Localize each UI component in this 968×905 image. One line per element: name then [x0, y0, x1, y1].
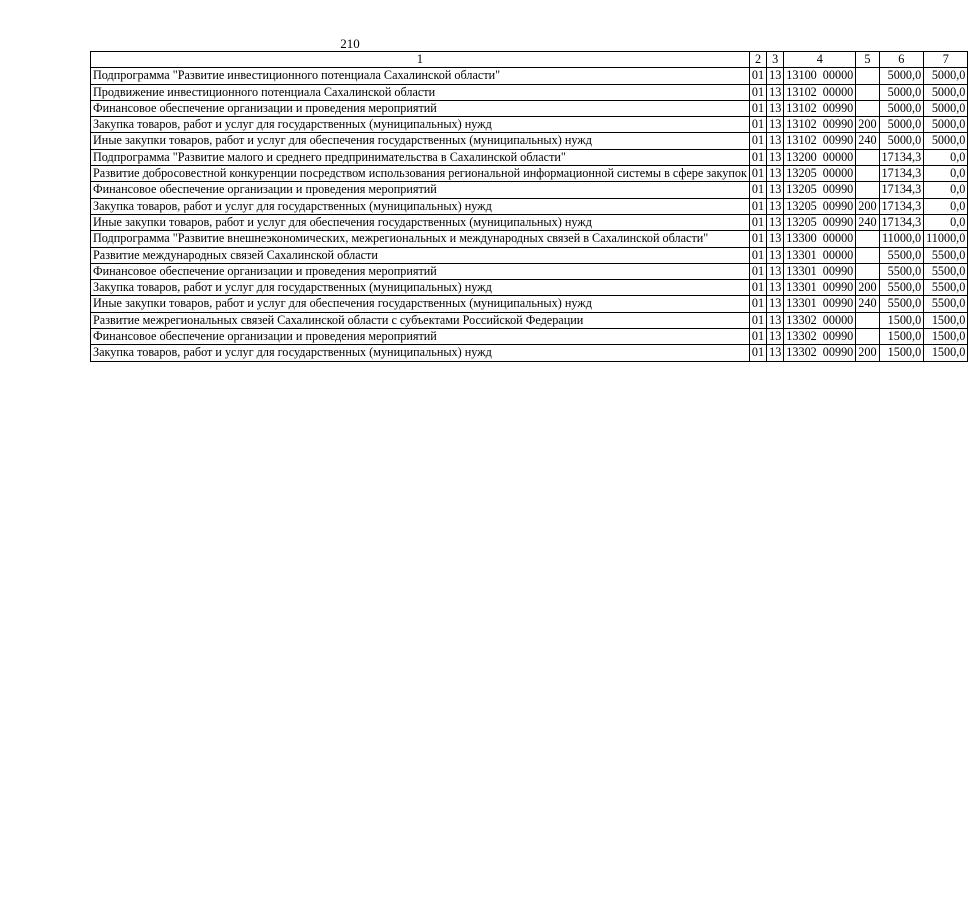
- amount-first-year: 5000,0: [879, 133, 924, 149]
- amount-second-year: 5000,0: [924, 68, 968, 84]
- amount-first-year: 5000,0: [879, 117, 924, 133]
- amount-second-year: 0,0: [924, 198, 968, 214]
- row-name: Подпрограмма "Развитие внешнеэкономических, межрегиональных и международных связей в Сахалинской области": [91, 231, 750, 247]
- target-article-code: 13100 00000: [784, 68, 856, 84]
- table-row: [91, 312, 968, 328]
- target-article-code: 13300 00000: [784, 231, 856, 247]
- subsection-code: 13: [767, 329, 784, 345]
- target-article-code: 13301 00000: [784, 247, 856, 263]
- target-article-code: 13200 00000: [784, 149, 856, 165]
- expense-type-code: [856, 149, 879, 165]
- section-code: 01: [749, 198, 766, 214]
- row-name: Закупка товаров, работ и услуг для государственных (муниципальных) нужд: [91, 345, 750, 361]
- expense-type-code: 200: [856, 345, 879, 361]
- amount-second-year: 5000,0: [924, 133, 968, 149]
- amount-first-year: 1500,0: [879, 345, 924, 361]
- amount-second-year: 0,0: [924, 166, 968, 182]
- subsection-code: 13: [767, 231, 784, 247]
- target-article-code: 13302 00990: [784, 345, 856, 361]
- section-code: 01: [749, 214, 766, 230]
- column-header-5: 5: [856, 52, 879, 68]
- amount-second-year: 11000,0: [924, 231, 968, 247]
- subsection-code: 13: [767, 280, 784, 296]
- target-article-code: 13102 00000: [784, 84, 856, 100]
- amount-second-year: 5000,0: [924, 117, 968, 133]
- subsection-code: 13: [767, 263, 784, 279]
- column-header-3: 3: [767, 52, 784, 68]
- amount-second-year: 0,0: [924, 149, 968, 165]
- subsection-code: 13: [767, 182, 784, 198]
- row-name: Продвижение инвестиционного потенциала Сахалинской области: [91, 84, 750, 100]
- amount-second-year: 0,0: [924, 182, 968, 198]
- subsection-code: 13: [767, 166, 784, 182]
- section-code: 01: [749, 280, 766, 296]
- table-row: [91, 149, 968, 165]
- row-name: Финансовое обеспечение организации и проведения мероприятий: [91, 182, 750, 198]
- subsection-code: 13: [767, 133, 784, 149]
- amount-first-year: 5500,0: [879, 296, 924, 312]
- section-code: 01: [749, 68, 766, 84]
- table-row: [91, 247, 968, 263]
- expense-type-code: [856, 263, 879, 279]
- column-header-4: 4: [784, 52, 856, 68]
- amount-first-year: 1500,0: [879, 329, 924, 345]
- table-row: [91, 100, 968, 116]
- amount-second-year: 5000,0: [924, 100, 968, 116]
- table-row: [91, 182, 968, 198]
- table-row: [91, 198, 968, 214]
- target-article-code: 13301 00990: [784, 296, 856, 312]
- budget-table: [90, 51, 968, 362]
- section-code: 01: [749, 117, 766, 133]
- subsection-code: 13: [767, 247, 784, 263]
- amount-first-year: 17134,3: [879, 182, 924, 198]
- expense-type-code: [856, 100, 879, 116]
- section-code: 01: [749, 296, 766, 312]
- target-article-code: 13102 00990: [784, 100, 856, 116]
- target-article-code: 13302 00000: [784, 312, 856, 328]
- section-code: 01: [749, 84, 766, 100]
- expense-type-code: [856, 68, 879, 84]
- amount-second-year: 5500,0: [924, 263, 968, 279]
- target-article-code: 13301 00990: [784, 263, 856, 279]
- table-row: [91, 214, 968, 230]
- row-name: Закупка товаров, работ и услуг для государственных (муниципальных) нужд: [91, 198, 750, 214]
- amount-first-year: 5500,0: [879, 247, 924, 263]
- row-name: Иные закупки товаров, работ и услуг для обеспечения государственных (муниципальных) нужд: [91, 133, 750, 149]
- amount-second-year: 5500,0: [924, 280, 968, 296]
- row-name: Закупка товаров, работ и услуг для государственных (муниципальных) нужд: [91, 117, 750, 133]
- amount-second-year: 1500,0: [924, 345, 968, 361]
- target-article-code: 13205 00000: [784, 166, 856, 182]
- row-name: Развитие межрегиональных связей Сахалинской области с субъектами Российской Федерации: [91, 312, 750, 328]
- row-name: Иные закупки товаров, работ и услуг для обеспечения государственных (муниципальных) нужд: [91, 214, 750, 230]
- expense-type-code: 200: [856, 198, 879, 214]
- row-name: Финансовое обеспечение организации и проведения мероприятий: [91, 263, 750, 279]
- subsection-code: 13: [767, 149, 784, 165]
- table-row: [91, 329, 968, 345]
- amount-second-year: 1500,0: [924, 312, 968, 328]
- expense-type-code: [856, 182, 879, 198]
- table-row: [91, 133, 968, 149]
- column-header-6: 6: [879, 52, 924, 68]
- expense-type-code: [856, 84, 879, 100]
- page-number: 210: [340, 36, 360, 51]
- section-code: 01: [749, 166, 766, 182]
- amount-second-year: 1500,0: [924, 329, 968, 345]
- subsection-code: 13: [767, 296, 784, 312]
- section-code: 01: [749, 263, 766, 279]
- subsection-code: 13: [767, 117, 784, 133]
- section-code: 01: [749, 345, 766, 361]
- expense-type-code: 240: [856, 214, 879, 230]
- subsection-code: 13: [767, 84, 784, 100]
- section-code: 01: [749, 312, 766, 328]
- header-row: [91, 52, 968, 68]
- target-article-code: 13205 00990: [784, 214, 856, 230]
- amount-second-year: 5500,0: [924, 247, 968, 263]
- table-row: [91, 296, 968, 312]
- section-code: 01: [749, 329, 766, 345]
- row-name: Финансовое обеспечение организации и проведения мероприятий: [91, 100, 750, 116]
- expense-type-code: [856, 329, 879, 345]
- column-header-1: 1: [91, 52, 750, 68]
- subsection-code: 13: [767, 198, 784, 214]
- table-row: [91, 166, 968, 182]
- section-code: 01: [749, 182, 766, 198]
- row-name: Иные закупки товаров, работ и услуг для обеспечения государственных (муниципальных) нужд: [91, 296, 750, 312]
- amount-first-year: 1500,0: [879, 312, 924, 328]
- amount-first-year: 17134,3: [879, 149, 924, 165]
- section-code: 01: [749, 133, 766, 149]
- amount-first-year: 17134,3: [879, 198, 924, 214]
- target-article-code: 13102 00990: [784, 117, 856, 133]
- amount-second-year: 0,0: [924, 214, 968, 230]
- section-code: 01: [749, 231, 766, 247]
- amount-first-year: 5000,0: [879, 68, 924, 84]
- expense-type-code: [856, 312, 879, 328]
- table-row: [91, 280, 968, 296]
- section-code: 01: [749, 149, 766, 165]
- section-code: 01: [749, 247, 766, 263]
- column-header-2: 2: [749, 52, 766, 68]
- table-row: [91, 68, 968, 84]
- amount-second-year: 5000,0: [924, 84, 968, 100]
- subsection-code: 13: [767, 214, 784, 230]
- expense-type-code: [856, 166, 879, 182]
- target-article-code: 13301 00990: [784, 280, 856, 296]
- table-row: [91, 345, 968, 361]
- amount-first-year: 5500,0: [879, 263, 924, 279]
- table-row: [91, 84, 968, 100]
- row-name: Закупка товаров, работ и услуг для государственных (муниципальных) нужд: [91, 280, 750, 296]
- expense-type-code: 240: [856, 296, 879, 312]
- column-header-7: 7: [924, 52, 968, 68]
- subsection-code: 13: [767, 100, 784, 116]
- table-row: [91, 231, 968, 247]
- target-article-code: 13205 00990: [784, 182, 856, 198]
- row-name: Подпрограмма "Развитие инвестиционного потенциала Сахалинской области": [91, 68, 750, 84]
- expense-type-code: 200: [856, 280, 879, 296]
- amount-first-year: 17134,3: [879, 214, 924, 230]
- expense-type-code: [856, 231, 879, 247]
- amount-first-year: 5500,0: [879, 280, 924, 296]
- amount-second-year: 5500,0: [924, 296, 968, 312]
- amount-first-year: 5000,0: [879, 84, 924, 100]
- subsection-code: 13: [767, 312, 784, 328]
- amount-first-year: 5000,0: [879, 100, 924, 116]
- table-row: [91, 117, 968, 133]
- expense-type-code: 240: [856, 133, 879, 149]
- row-name: Подпрограмма "Развитие малого и среднего предпринимательства в Сахалинской области": [91, 149, 750, 165]
- row-name: Развитие добросовестной конкуренции посредством использования региональной информационной системы в сфере закупок: [91, 166, 750, 182]
- section-code: 01: [749, 100, 766, 116]
- subsection-code: 13: [767, 68, 784, 84]
- row-name: Развитие международных связей Сахалинской области: [91, 247, 750, 263]
- table-row: [91, 263, 968, 279]
- amount-first-year: 17134,3: [879, 166, 924, 182]
- target-article-code: 13205 00990: [784, 198, 856, 214]
- target-article-code: 13102 00990: [784, 133, 856, 149]
- row-name: Финансовое обеспечение организации и проведения мероприятий: [91, 329, 750, 345]
- subsection-code: 13: [767, 345, 784, 361]
- amount-first-year: 11000,0: [879, 231, 924, 247]
- expense-type-code: [856, 247, 879, 263]
- target-article-code: 13302 00990: [784, 329, 856, 345]
- expense-type-code: 200: [856, 117, 879, 133]
